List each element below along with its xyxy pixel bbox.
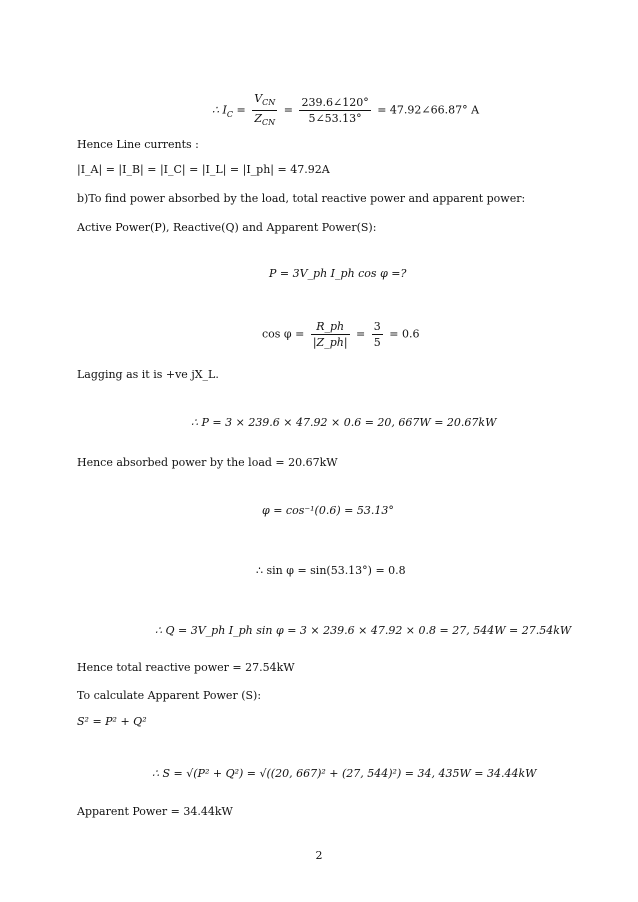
eq-cos-f2-num: 3	[373, 320, 381, 333]
eq-ic-f1-num: V	[254, 92, 263, 105]
eq-ic-f1-num-sub: CN	[262, 98, 276, 108]
eq-s-squared-text: S² = P² + Q²	[77, 715, 147, 728]
s-squared-eq	[77, 715, 147, 729]
equation-cos-phi: cos φ = $\frac{R\_ph}{|Z\_ph|}$ = $\frac{3}{5}$ = 0.6	[262, 320, 420, 349]
eq-ic-f2-den: 5∠53.13°	[308, 112, 362, 126]
part-b-heading: b)To find power absorbed by the load, total reactive power and apparent power:	[77, 192, 526, 205]
eq-cos-f1-num: R_ph	[316, 320, 345, 333]
line-currents-eq: |I_A| = |I_B| = |I_C| = |I_L| = |I_ph| = 47.92A	[77, 163, 330, 176]
eq-p-general-text: P = 3V_ph I_ph cos φ =?	[269, 267, 407, 280]
eq-ic-f1-den-sub: CN	[261, 118, 276, 128]
eq-ic-f2-num: 239.6∠120°	[301, 96, 369, 110]
equation-p-value	[191, 416, 496, 430]
powers-intro: Active Power(P), Reactive(Q) and Apparent Power(S):	[77, 221, 377, 234]
line-currents-label: Hence Line currents :	[77, 138, 199, 151]
eq-p-value-text: ∴ P = 3 × 239.6 × 47.92 × 0.6 = 20, 667W = 20.67kW	[191, 416, 497, 429]
eq-ic-sub: C	[226, 109, 233, 119]
equation-p-general	[269, 267, 406, 281]
eq-ic-f1-den: Z	[254, 112, 262, 126]
eq-cos-result: = 0.6	[389, 327, 420, 341]
equation-q-value	[155, 624, 571, 638]
eq-cos-fraction-1	[311, 320, 350, 349]
apparent-intro: To calculate Apparent Power (S):	[77, 689, 262, 702]
eq-cos-f2-den: 5	[373, 336, 381, 349]
eq-ic-lhs: ∴ I	[212, 103, 227, 117]
equation-phi	[262, 504, 394, 518]
equation-sin	[256, 564, 406, 578]
eq-cos-f1-den: |Z_ph|	[312, 336, 348, 349]
equation-s-value	[152, 767, 536, 781]
eq-cos-lhs: cos φ =	[262, 327, 305, 341]
eq-s-value-text: ∴ S = √(P² + Q²) = √((20, 667)² + (27, 544)²) = 34, 435W = 34.44kW	[152, 767, 537, 780]
absorbed-power-line: Hence absorbed power by the load = 20.67kW	[77, 456, 338, 469]
eq-ic-fraction-2	[299, 96, 370, 125]
eq-cos-fraction-2	[372, 320, 383, 349]
eq-ic-result: = 47.92∠66.87° A	[377, 103, 480, 117]
apparent-power-line: Apparent Power = 34.44kW	[77, 805, 233, 818]
lagging-note: Lagging as it is +ve jX_L.	[77, 368, 219, 381]
equation-ic: ∴ $I_C$ = $\frac{V_{CN}}{Z_{CN}}$ = $\frac{239.6\angle 120^\circ}{5\angle 53.13^\circ}$ = 47.92∠66.87° A	[212, 92, 480, 128]
page-number: 2	[315, 849, 323, 862]
eq-ic-fraction-1	[252, 92, 277, 129]
reactive-power-line: Hence total reactive power = 27.54kW	[77, 661, 295, 674]
eq-q-value-text: ∴ Q = 3V_ph I_ph sin φ = 3 × 239.6 × 47.92 × 0.8 = 27, 544W = 27.54kW	[155, 624, 572, 637]
eq-phi-text: φ = cos⁻¹(0.6) = 53.13°	[262, 504, 394, 517]
eq-sin-text: ∴ sin φ = sin(53.13°) = 0.8	[256, 564, 406, 577]
